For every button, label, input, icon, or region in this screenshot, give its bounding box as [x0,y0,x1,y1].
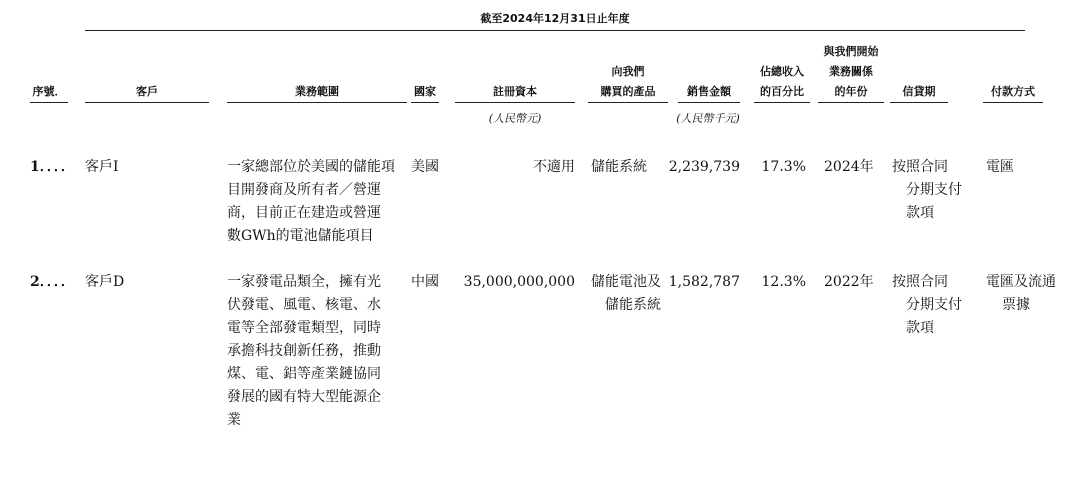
row1-pct: 17.3% [761,159,806,175]
header-payment: 付款方式 [983,82,1043,103]
row2-payment: 電匯及流通 票據 [986,274,1056,313]
row1-capital: 不適用 [533,159,575,175]
header-business: 業務範圍 [227,82,407,103]
row2-sales: 1,582,787 [668,274,740,290]
row2-products: 儲能電池及 儲能系統 [591,274,661,313]
header-products: 向我們 購買的產品 [588,62,668,103]
period-heading: 截至2024年12月31日止年度 [480,12,630,25]
row1-country: 美國 [411,159,439,175]
row2-pct: 12.3% [761,274,806,290]
header-capital: 註冊資本 [455,82,575,103]
header-seq: 序號． [30,82,68,103]
header-pct: 佔總收入 的百分比 [754,62,810,103]
header-years: 與我們開始 業務關係 的年份 [818,42,884,103]
row2-business: 一家發電品類全，擁有光 伏發電、風電、核電、水 電等全部發電類型，同時 承擔科技創新任務，推動 煤、電、鋁等產業鏈協同 發展的國有特大型能源企 業 [227,274,381,428]
unit-sales: (人民幣千元) [676,112,740,125]
row2-seq: 2．．．． [30,274,75,290]
row2-capital: 35,000,000,000 [463,274,575,290]
header-sales: 銷售金額 [678,82,740,103]
row1-sales: 2,239,739 [668,159,740,175]
header-country: 國家 [411,82,439,103]
header-rule [85,30,1025,31]
row1-seq: 1．．．． [30,159,75,175]
row1-year: 2024年 [824,159,874,175]
unit-capital: (人民幣元) [488,112,542,125]
header-customer: 客戶 [85,82,209,103]
header-credit: 信貸期 [890,82,948,103]
row1-products: 儲能系統 [591,159,647,175]
row2-year: 2022年 [824,274,874,290]
row2-country: 中國 [411,274,439,290]
row2-credit: 按照合同 分期支付 款項 [892,274,962,336]
row2-customer: 客戶D [85,274,125,290]
row1-business: 一家總部位於美國的儲能項 目開發商及所有者／營運 商，目前正在建造或營運 數GWh的電池儲能項目 [227,159,395,244]
row1-customer: 客戶I [85,159,119,175]
row1-credit: 按照合同 分期支付 款項 [892,159,962,221]
row1-payment: 電匯 [986,159,1014,175]
